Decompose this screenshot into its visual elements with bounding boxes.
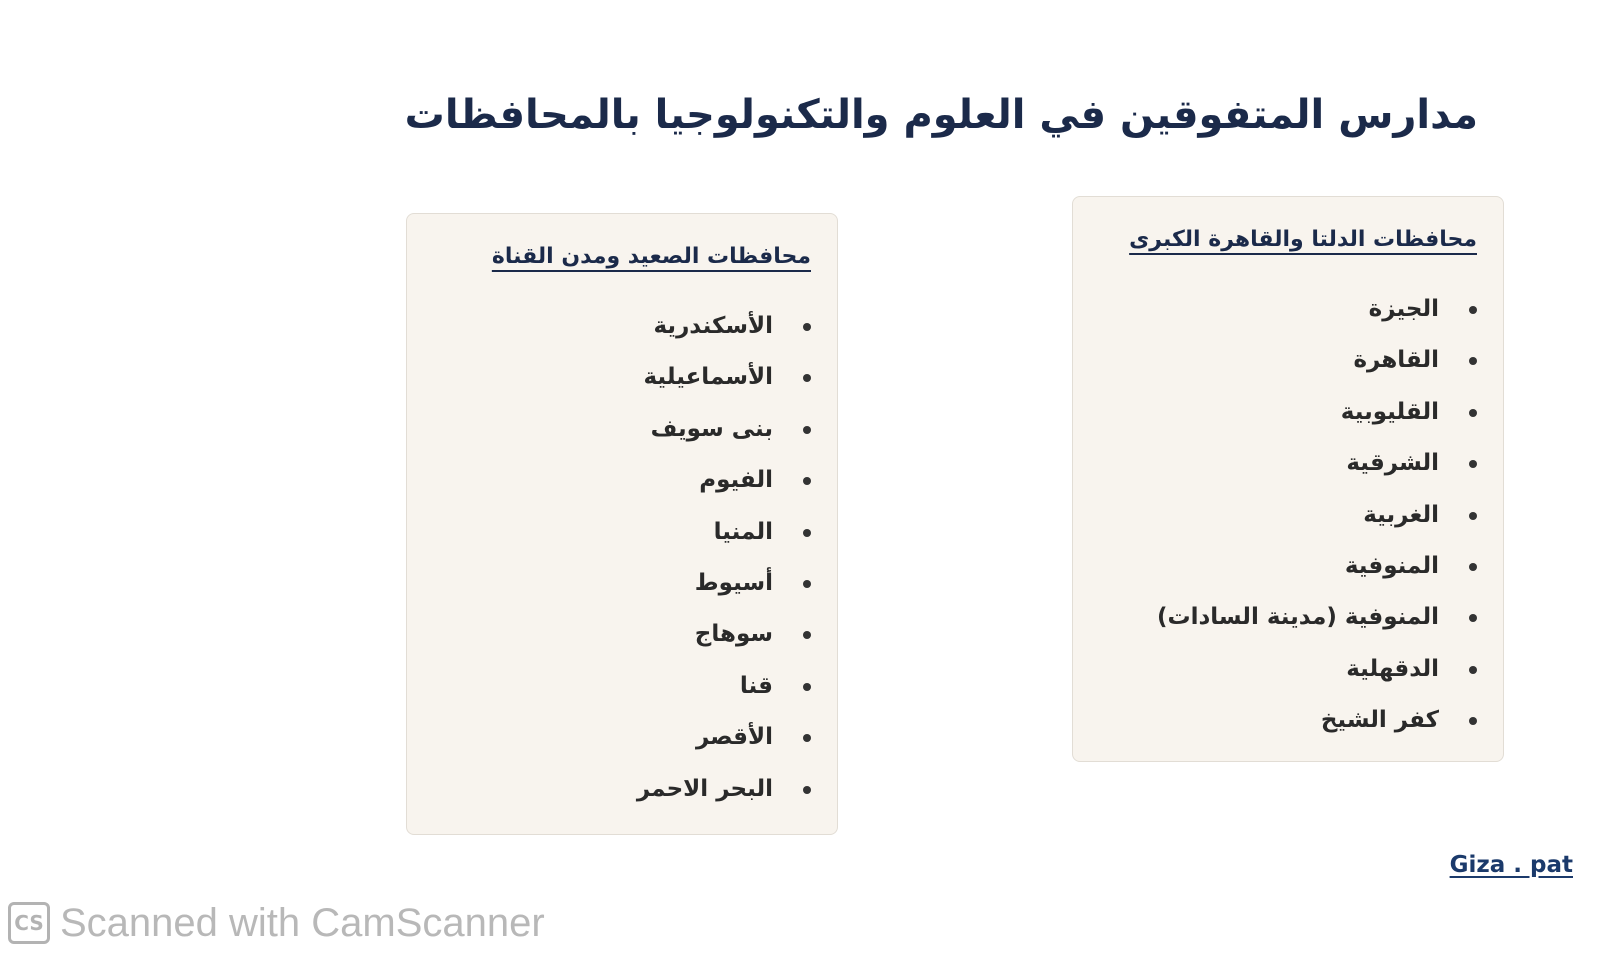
delta-card-heading: محافظات الدلتا والقاهرة الكبرى — [1129, 227, 1477, 252]
bullet-icon — [803, 477, 811, 485]
list-item-label: المنيا — [713, 518, 773, 545]
bullet-icon — [803, 529, 811, 537]
list-item-label: الغربية — [1363, 501, 1439, 528]
bullet-icon — [803, 323, 811, 331]
list-item-label: كفر الشيخ — [1320, 707, 1439, 734]
bullet-icon — [803, 580, 811, 588]
list-item-label: الشرقية — [1346, 450, 1439, 477]
bullet-icon — [803, 631, 811, 639]
list-item-label: الدقهلية — [1346, 655, 1439, 682]
list-item — [1073, 554, 1503, 605]
list-item-label: القليوبية — [1340, 398, 1439, 425]
list-item-label: البحر الاحمر — [636, 775, 773, 802]
bullet-icon — [1469, 666, 1477, 674]
list-item — [407, 520, 837, 571]
bullet-icon — [1469, 306, 1477, 314]
bullet-icon — [1469, 357, 1477, 365]
bullet-icon — [803, 734, 811, 742]
upper-egypt-governorates-card — [406, 213, 838, 835]
list-item — [407, 725, 837, 776]
upper-governorates-list — [407, 314, 837, 828]
list-item-label: المنوفية — [1344, 552, 1439, 579]
list-item-label: قنا — [739, 672, 773, 699]
upper-card-heading: محافظات الصعيد ومدن القناة — [491, 244, 811, 269]
list-item-label: الأسكندرية — [653, 313, 773, 339]
list-item-label: المنوفية (مدينة السادات) — [1156, 604, 1439, 631]
delta-governorates-list — [1073, 297, 1503, 760]
bullet-icon — [1469, 717, 1477, 725]
list-item-label: بنى سويف — [650, 415, 773, 442]
list-item — [1073, 503, 1503, 554]
list-item — [407, 674, 837, 725]
bullet-icon — [803, 786, 811, 794]
list-item — [407, 571, 837, 622]
delta-governorates-card — [1072, 196, 1504, 762]
list-item — [1073, 451, 1503, 502]
list-item-label: الأقصر — [695, 724, 773, 751]
bullet-icon — [803, 683, 811, 691]
list-item — [407, 365, 837, 416]
bullet-icon — [803, 374, 811, 382]
page-title: مدارس المتفوقين في العلوم والتكنولوجيا بالمحافظات — [404, 92, 1478, 138]
bullet-icon — [1469, 460, 1477, 468]
list-item — [1073, 657, 1503, 708]
source-link[interactable]: Giza . pat — [1449, 852, 1573, 878]
list-item-label: سوهاج — [694, 621, 773, 648]
bullet-icon — [1469, 512, 1477, 520]
list-item — [407, 777, 837, 828]
bullet-icon — [1469, 409, 1477, 417]
list-item-label: أسيوط — [694, 569, 773, 596]
bullet-icon — [1469, 563, 1477, 571]
list-item — [407, 622, 837, 673]
list-item — [407, 417, 837, 468]
list-item — [1073, 400, 1503, 451]
list-item — [1073, 708, 1503, 759]
list-item-label: الفيوم — [699, 467, 773, 494]
camscanner-text: Scanned with CamScanner — [60, 900, 545, 945]
list-item — [1073, 297, 1503, 348]
list-item-label: الجيزة — [1368, 296, 1439, 322]
list-item-label: الأسماعيلية — [643, 364, 773, 391]
bullet-icon — [1469, 614, 1477, 622]
list-item — [1073, 348, 1503, 399]
list-item — [407, 314, 837, 365]
camscanner-watermark — [8, 900, 545, 946]
list-item — [407, 468, 837, 519]
list-item-label: القاهرة — [1353, 347, 1439, 374]
bullet-icon — [803, 426, 811, 434]
list-item — [1073, 605, 1503, 656]
camscanner-logo-icon: CS — [8, 902, 50, 944]
